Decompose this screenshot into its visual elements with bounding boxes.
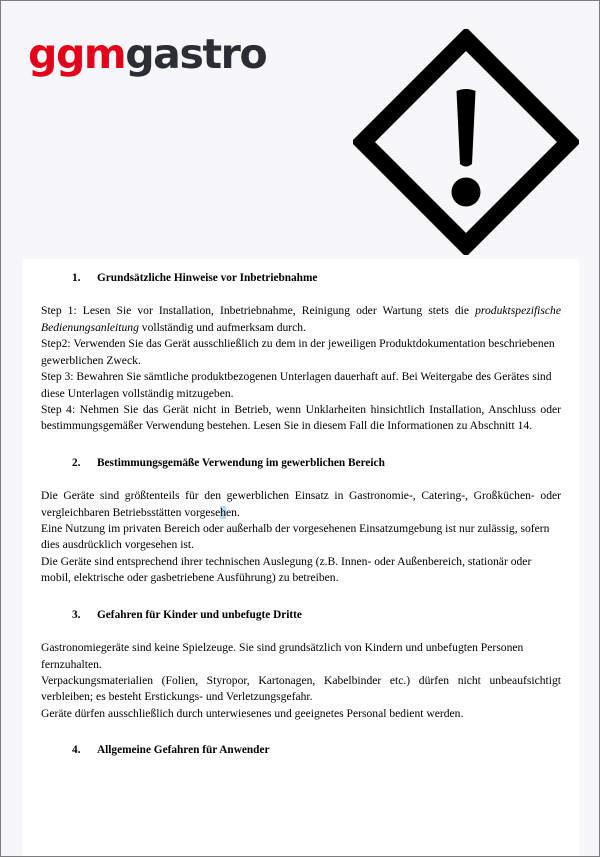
paragraph: Step2: Verwenden Sie das Gerät ausschließlich zu dem in der jeweiligen Produktdokumentation beschriebenen gewerblichen Zweck. [41, 337, 555, 367]
para-text: Die Geräte sind größtenteils für den gewerblichen Einsatz in Gastronomie-, Catering-, Großküchen- oder vergleichbaren Betriebsstätten vorgese [41, 489, 561, 519]
spacer [41, 627, 561, 640]
section-3 [41, 608, 561, 723]
section-3-heading [41, 608, 561, 623]
spacer [41, 475, 561, 488]
paragraph [41, 303, 561, 336]
section-2 [41, 456, 561, 587]
section-1-heading [41, 271, 561, 286]
section-2-title: Bestimmungsgemäße Verwendung im gewerblichen Bereich [97, 456, 385, 469]
paragraph: Step 3: Bewahren Sie sämtliche produktbezogenen Unterlagen dauerhaft auf. Bei Weitergabe des Gerätes sind diese Unterlagen vollständig mitzugeben. [41, 370, 552, 400]
paragraph [41, 488, 561, 521]
paragraph: Gastronomiegeräte sind keine Spielzeuge. Sie sind grundsätzlich von Kindern und unbefugten Personen fernzuhalten. [41, 641, 524, 671]
paragraph: Die Geräte sind entsprechend ihrer technischen Auslegung (z.B. Innen- oder Außenbereich, stationär oder mobil, elektrische oder gasbetriebene Ausführung) zu betreiben. [41, 554, 532, 585]
section-4-title: Allgemeine Gefahren für Anwender [97, 744, 270, 757]
para-text: vollständig und aufmerksam durch. [138, 320, 306, 334]
spacer [41, 587, 561, 608]
section-3-number: 3. [72, 608, 81, 621]
text-selection-highlight[interactable]: h [220, 505, 227, 519]
document-content-sheet [23, 259, 579, 857]
para-text-italic: produktspezifische Bedienungsanleitung [41, 304, 561, 334]
section-3-title: Gefahren für Kinder und unbefugte Dritte [97, 608, 302, 621]
warning-exclamation-icon [353, 29, 579, 255]
para-text: Step 1: Lesen Sie vor Installation, Inbetriebnahme, Reinigung oder Wartung stets die [41, 304, 476, 318]
section-4-number: 4. [72, 744, 81, 757]
spacer [41, 435, 561, 456]
section-4-heading [41, 743, 561, 758]
section-2-number: 2. [72, 456, 81, 469]
para-text: en. [226, 505, 240, 519]
section-1-body [41, 303, 561, 435]
logo-text-gastro: gastro [125, 30, 267, 78]
section-1 [41, 271, 561, 435]
section-2-body [41, 488, 561, 587]
paragraph: Geräte dürfen ausschließlich durch unterwiesenes und geeignetes Personal bedient werden. [41, 706, 464, 720]
section-3-body [41, 640, 561, 722]
section-2-heading [41, 456, 561, 471]
paragraph: Eine Nutzung im privaten Bereich oder außerhalb der vorgesehenen Einsatzumgebung ist nur zulässig, sofern dies ausdrücklich vorgesehen ist. [41, 522, 550, 552]
document-header [1, 1, 599, 259]
section-1-title: Grundsätzliche Hinweise vor Inbetriebnahme [97, 272, 318, 284]
ggm-gastro-logo [28, 30, 267, 78]
paragraph: Step 4: Nehmen Sie das Gerät nicht in Betrieb, wenn Unklarheiten hinsichtlich Installation, Anschluss oder bestimmungsgemäßer Verwendung bestehen. Lesen Sie in diesem Fall die Informationen zu Abschnitt 14. [41, 402, 561, 433]
spacer [41, 290, 561, 303]
logo-text-ggm: ggm [28, 30, 126, 78]
paragraph: Verpackungsmaterialien (Folien, Styropor, Kartonagen, Kabelbinder etc.) dürfen nicht unbeaufsichtigt verbleiben; es besteht Erstickungs- und Verletzungsgefahr. [41, 674, 561, 704]
section-4 [41, 743, 561, 758]
spacer [41, 722, 561, 743]
section-1-number: 1. [72, 272, 81, 284]
